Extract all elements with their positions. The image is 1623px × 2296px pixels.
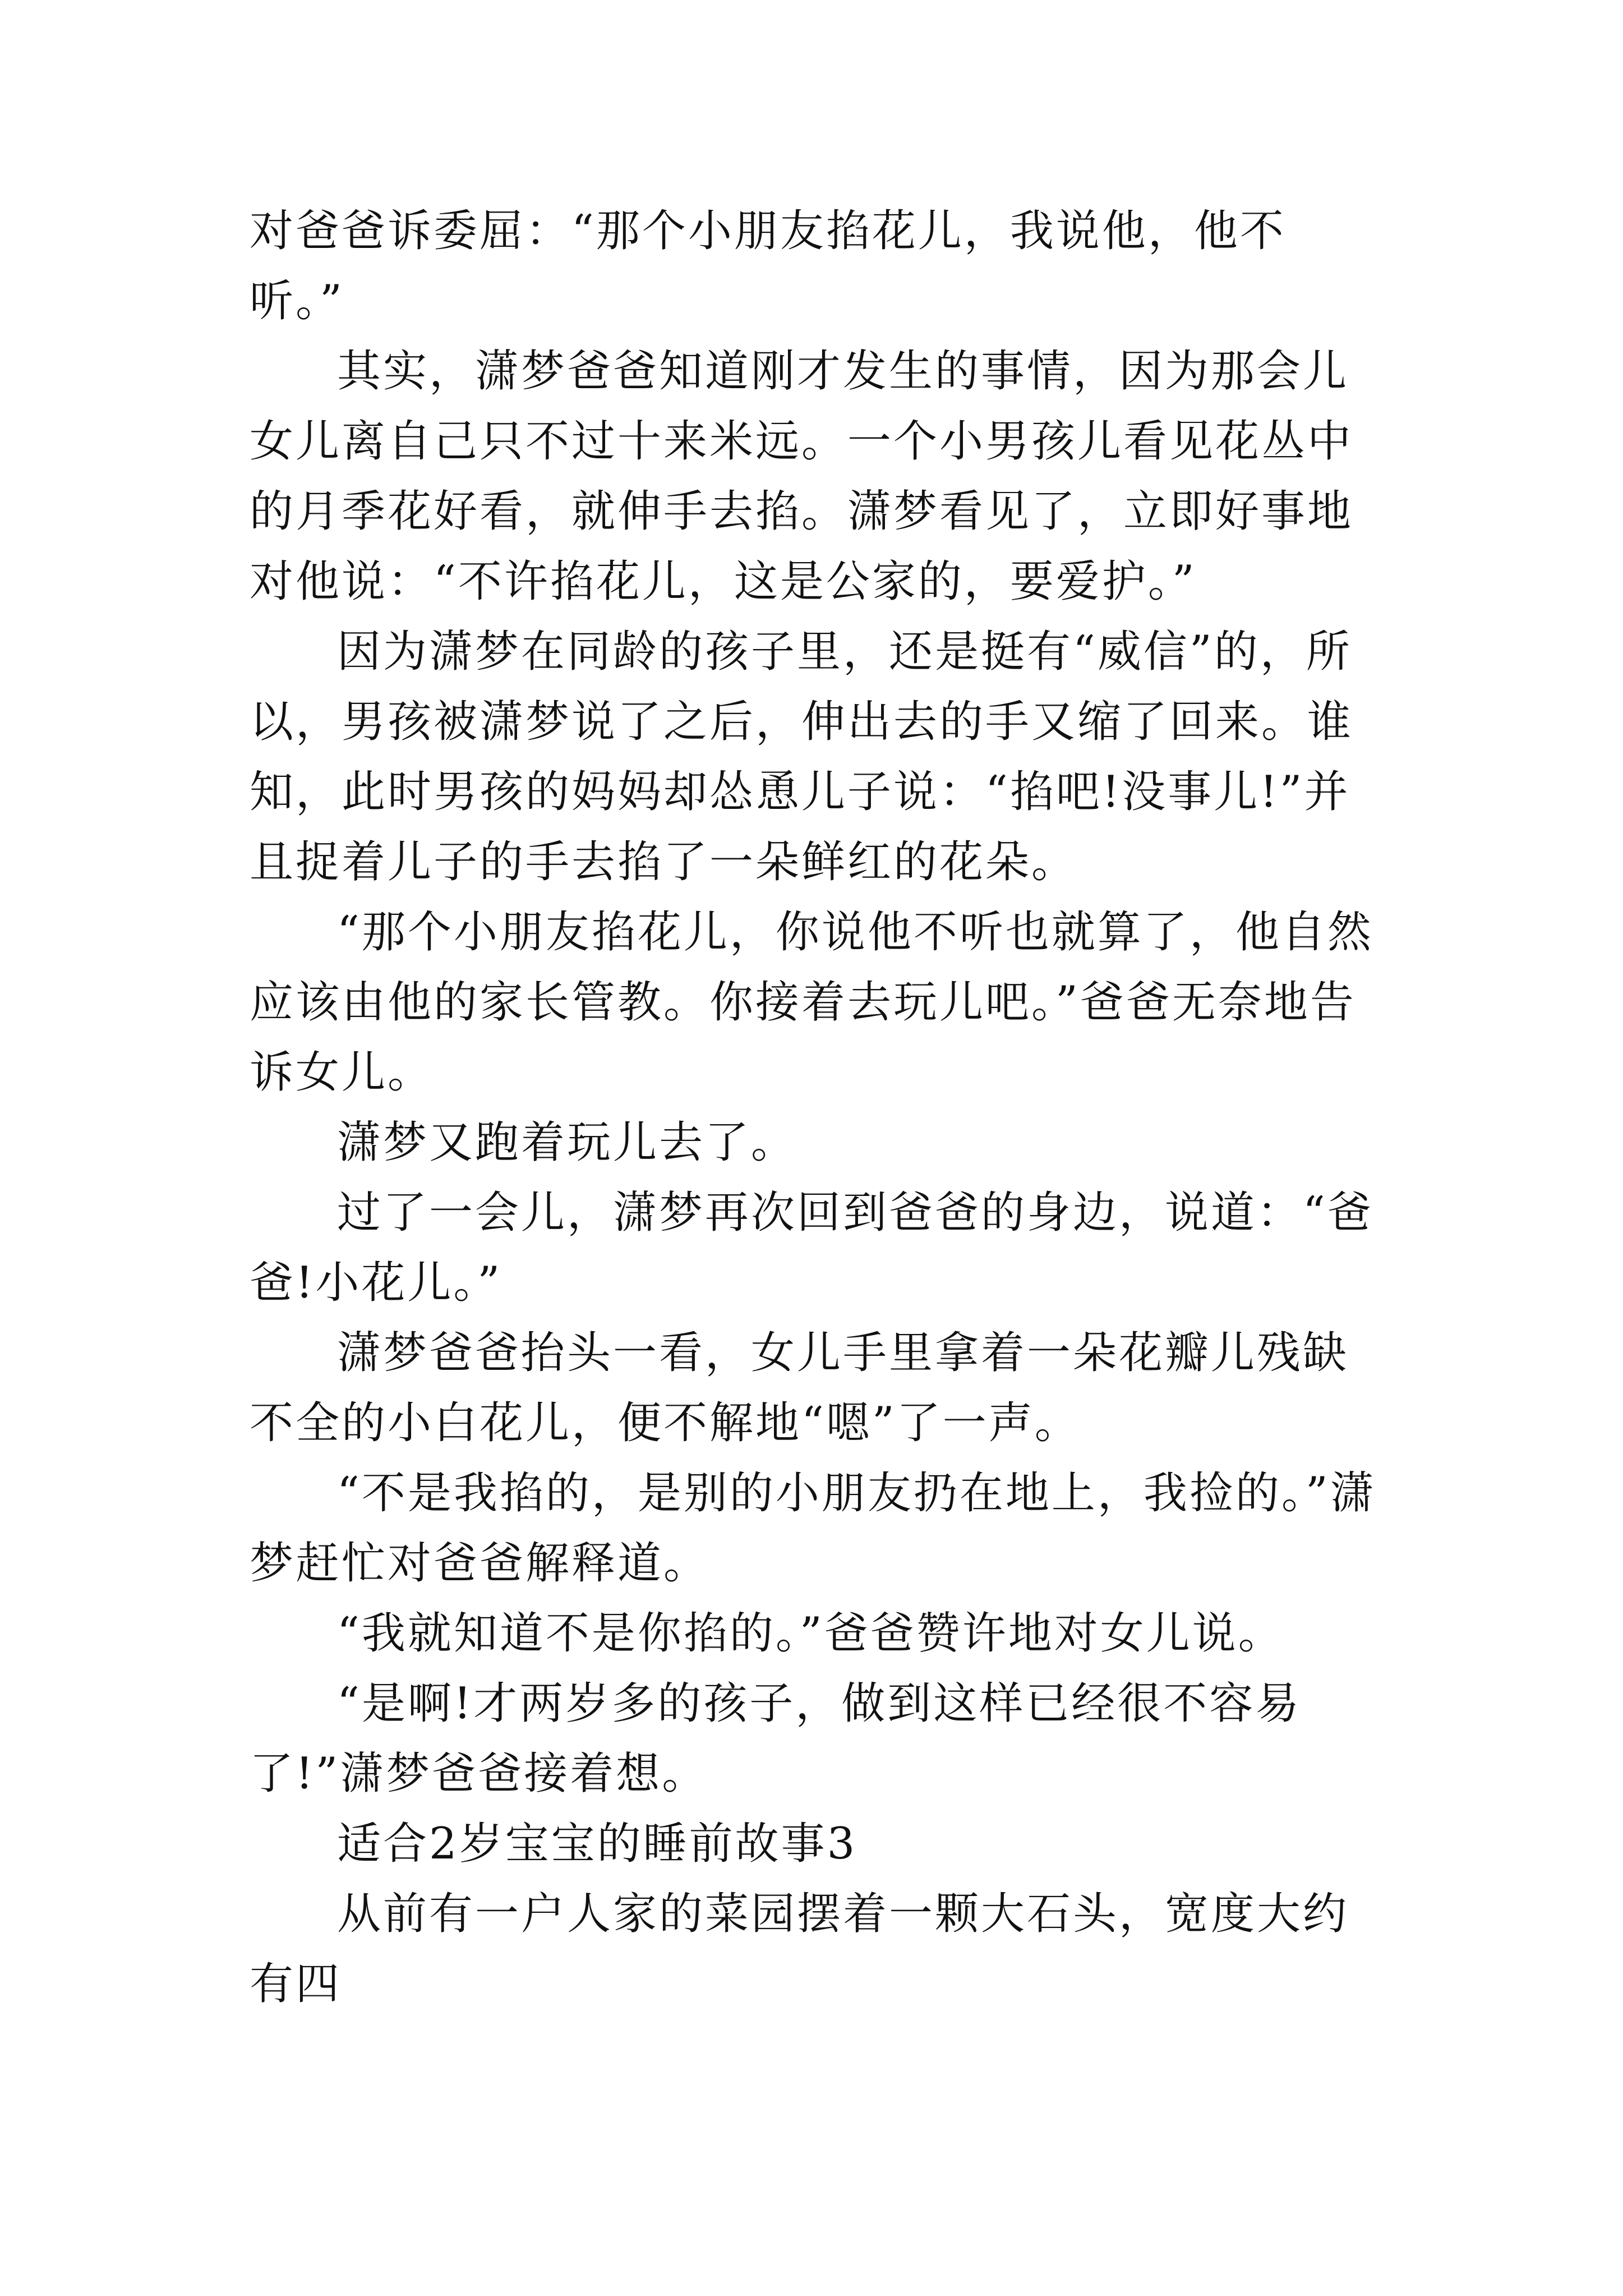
- section-heading: 适合2岁宝宝的睡前故事3: [337, 1819, 857, 1869]
- paragraph: “不是我掐的，是别的小朋友扔在地上，我捡的。”潇梦赶忙对爸爸解释道。: [250, 1468, 1376, 1589]
- paragraph-continuation: 对爸爸诉委屈：“那个小朋友掐花儿，我说他，他不听。”: [250, 206, 1286, 326]
- paragraph: 潇梦又跑着玩儿去了。: [337, 1117, 797, 1168]
- paragraph: 潇梦爸爸抬头一看，女儿手里拿着一朵花瓣儿残缺不全的小白花儿，便不解地“嗯”了一声。: [250, 1328, 1349, 1448]
- paragraph: “那个小朋友掐花儿，你说他不听也就算了，他自然应该由他的家长管教。你接着去玩儿吧。”爸爸无奈地告诉女儿。: [250, 907, 1373, 1098]
- paragraph: “是啊!才两岁多的孩子，做到这样已经很不容易了!”潇梦爸爸接着想。: [250, 1678, 1302, 1799]
- paragraph: “我就知道不是你掐的。”爸爸赞许地对女儿说。: [337, 1608, 1284, 1659]
- paragraph: 过了一会儿，潇梦再次回到爸爸的身边，说道：“爸爸!小花儿。”: [250, 1188, 1373, 1308]
- paragraph: 其实，潇梦爸爸知道刚才发生的事情，因为那会儿女儿离自己只不过十来米远。一个小男孩儿看见花丛中的月季花好看，就伸手去掐。潇梦看见了，立即好事地对他说：“不许掐花儿，这是公家的，要爱护。”: [250, 346, 1354, 607]
- story-text: [250, 196, 1377, 2019]
- paragraph: 因为潇梦在同龄的孩子里，还是挺有“威信”的，所以，男孩被潇梦说了之后，伸出去的手又缩了回来。谁知，此时男孩的妈妈却怂恿儿子说：“掐吧!没事儿!”并且捉着儿子的手去掐了一朵鲜红的花朵。: [250, 627, 1354, 887]
- paragraph: 从前有一户人家的菜园摆着一颗大石头，宽度大约有四: [250, 1889, 1349, 2009]
